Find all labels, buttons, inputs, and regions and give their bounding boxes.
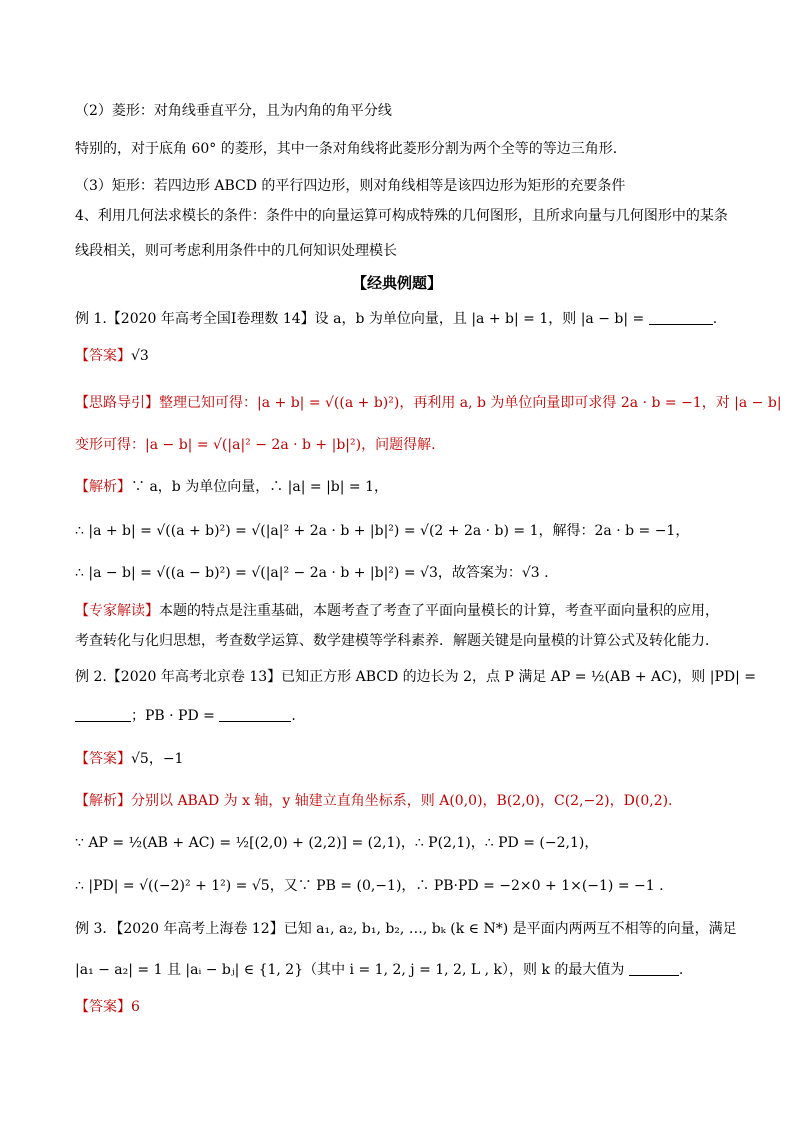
answer-blank: [219, 706, 291, 722]
example1-question: 例 1.【2020 年高考全国Ⅰ卷理数 14】设 a，b 为单位向量，且 |a + b| = 1，则 |a − b| = .: [75, 311, 718, 327]
solution-text-2: ∵ AP = ½(AB + AC) = ½[(2,0) + (2,2)] = (2,1)，∴ P(2,1)，∴ PD = (−2,1)，: [75, 835, 599, 851]
example3-question-text-2: |a₁ − a₂| = 1 且 |aᵢ − bⱼ| ∈ {1, 2}（其中 i = 1, 2, j = 1, 2, L , k），则 k 的最大值为: [75, 962, 625, 978]
example3-question-line2: |a₁ − a₂| = 1 且 |aᵢ − bⱼ| ∈ {1, 2}（其中 i = 1, 2, j = 1, 2, L , k），则 k 的最大值为 .: [75, 962, 684, 978]
answer-tag: 【答案】: [75, 999, 131, 1015]
solution-text-2: ∴ |a + b| = √((a + b)²) = √(|a|² + 2a · b + |b|²) = √(2 + 2a · b) = 1，解得：2a · b = −1，: [75, 523, 690, 539]
example2-solution-line1: [75, 791, 673, 811]
example2-answer: [75, 749, 183, 769]
solution-text-3: ∴ |a − b| = √((a − b)²) = √(|a|² − 2a · b + |b|²) = √3，故答案为：√3 .: [75, 565, 549, 581]
guide-text-2: 变形可得：|a − b| = √(|a|² − 2a · b + |b|²)，问题得解.: [75, 437, 436, 453]
point4-line1: 4、利用几何法求模长的条件：条件中的向量运算可构成特殊的几何图形，且所求向量与几何图形中的某条: [75, 208, 728, 224]
guide-tag: 【思路导引】: [75, 395, 159, 411]
example1-expert-line1: [75, 601, 719, 621]
solution-text-1: 分别以 ABAD 为 x 轴，y 轴建立直角坐标系，则 A(0,0)，B(2,0)，C(2,−2)，D(0,2).: [131, 793, 673, 809]
expert-text-2: 考查转化与化归思想，考查数学运算、数学建模等学科素养．解题关键是向量模的计算公式及转化能力．: [75, 633, 719, 649]
example1-guide-line2: [75, 435, 436, 455]
example3-question-line1: [75, 919, 737, 939]
expert-tag: 【专家解读】: [75, 603, 159, 619]
answer-blank: [629, 960, 679, 976]
example2-solution-line3: [75, 876, 664, 896]
solution-tag: 【解析】: [75, 479, 131, 495]
answer-tag: 【答案】: [75, 348, 131, 364]
example2-question-line2: ；PB · PD = .: [75, 706, 296, 726]
guide-text-1: 整理已知可得：|a + b| = √((a + b)²)，再利用 a, b 为单位向量即可求得 2a · b = −1，对 |a − b|: [159, 395, 782, 411]
example2-question-line1: [75, 667, 756, 687]
answer-value: 6: [131, 999, 140, 1015]
answer-value: √5，−1: [131, 751, 184, 767]
example1-answer: [75, 346, 149, 366]
example3-answer: [75, 997, 140, 1017]
example3-question-text-1: 例 3．【2020 年高考上海卷 12】已知 a₁, a₂, b₁, b₂, …, bₖ (k ∈ N*) 是平面内两两互不相等的向量，满足: [75, 921, 737, 937]
solution-text-1: ∵ a，b 为单位向量，∴ |a| = |b| = 1，: [131, 479, 389, 495]
answer-tag: 【答案】: [75, 751, 131, 767]
answer-blank: [649, 309, 713, 325]
example2-question-text: 例 2.【2020 年高考北京卷 13】已知正方形 ABCD 的边长为 2，点 P 满足 AP = ½(AB + AC)，则 |PD| =: [75, 669, 756, 685]
example1-solution-line1: [75, 477, 388, 497]
answer-blank: [75, 706, 131, 722]
expert-text-1: 本题的特点是注重基础，本题考查了考查了平面向量模长的计算，考查平面向量积的应用，: [159, 603, 719, 619]
example1-solution-line3: [75, 563, 549, 583]
example2-solution-line2: [75, 833, 598, 853]
answer-value: √3: [131, 348, 149, 364]
solution-text-3: ∴ |PD| = √((−2)² + 1²) = √5，又∵ PB = (0,−1)，∴ PB·PD = −2×0 + 1×(−1) = −1 .: [75, 878, 664, 894]
point4-line2: 线段相关，则可考虑利用条件中的几何知识处理模长: [75, 243, 397, 259]
example1-guide-line1: [75, 393, 782, 413]
example2-question-text-2: ；PB · PD =: [131, 708, 215, 724]
rhombus-line: （2）菱形：对角线垂直平分，且为内角的角平分线: [75, 103, 392, 119]
rectangle-line: （3）矩形：若四边形 ABCD 的平行四边形，则对角线相等是该四边形为矩形的充要条件: [75, 178, 626, 194]
example1-expert-line2: [75, 631, 719, 651]
example1-question-text: 例 1.【2020 年高考全国Ⅰ卷理数 14】设 a，b 为单位向量，且 |a + b| = 1，则 |a − b| =: [75, 311, 645, 327]
example1-solution-line2: [75, 521, 689, 541]
solution-tag: 【解析】: [75, 793, 131, 809]
special-case-line: 特别的，对于底角 60° 的菱形，其中一条对角线将此菱形分割为两个全等的等边三角形.: [75, 141, 618, 157]
section-title: 【经典例题】: [351, 274, 442, 292]
